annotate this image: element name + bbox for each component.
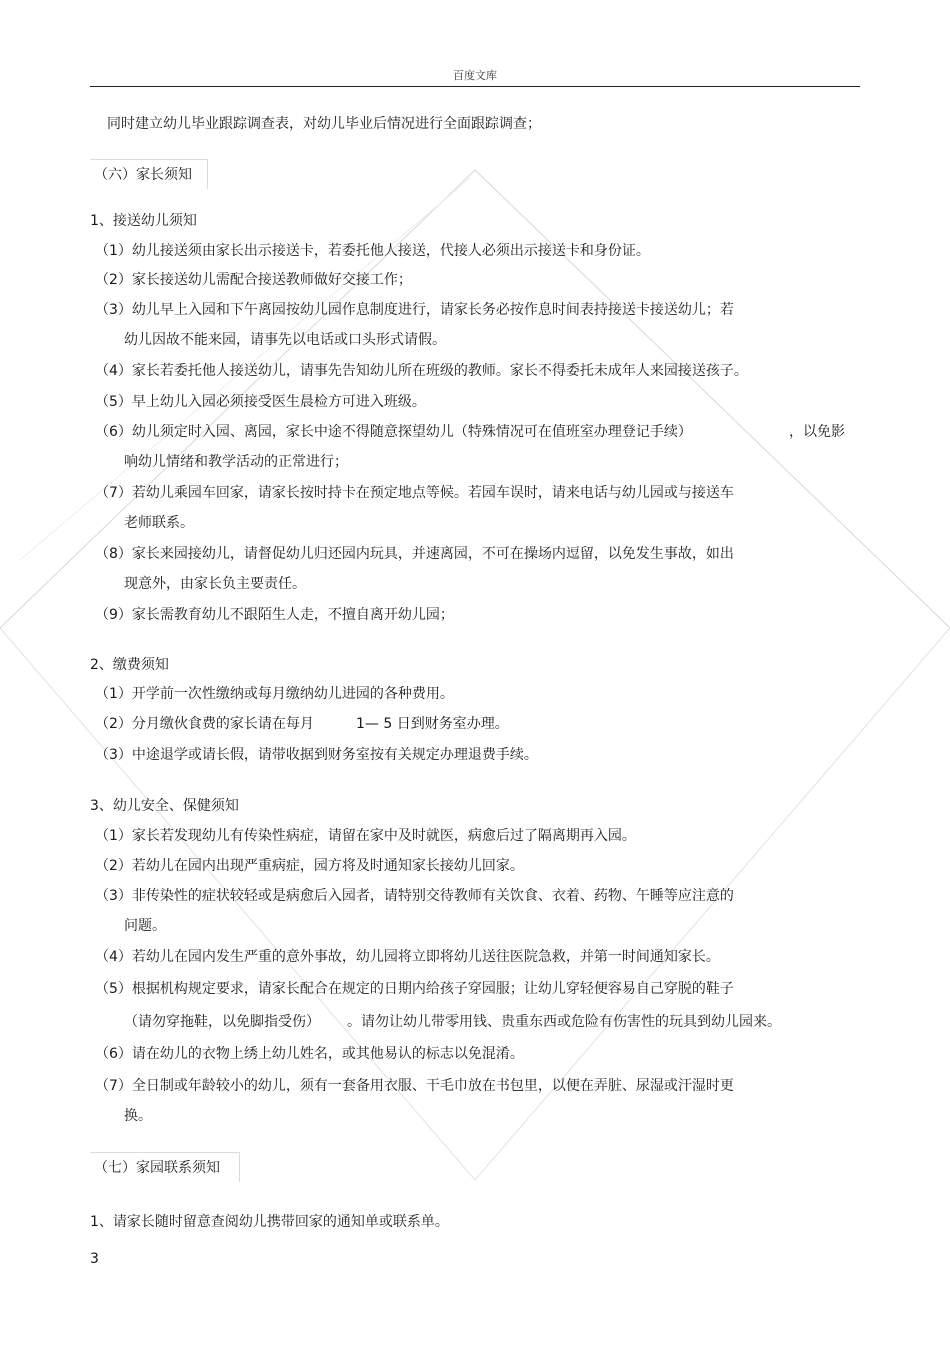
list-item: （7）全日制或年龄较小的幼儿，须有一套备用衣服、干毛巾放在书包里，以便在弄脏、尿湿或汗湿时更 <box>95 1078 734 1094</box>
section-seven-item: 1、请家长随时留意查阅幼儿携带回家的通知单或联系单。 <box>90 1214 449 1230</box>
list-item: （3）中途退学或请长假，请带收据到财务室按有关规定办理退费手续。 <box>95 747 538 763</box>
list-item-continued: 现意外，由家长负主要责任。 <box>124 576 306 592</box>
list-item: （8）家长来园接幼儿，请督促幼儿归还园内玩具，并速离园，不可在操场内逗留，以免发生事故，如出 <box>95 546 734 562</box>
section-seven-title-text: （七）家园联系须知 <box>94 1160 220 1176</box>
list-item: （6）幼儿须定时入园、离园，家长中途不得随意探望幼儿（特殊情况可在值班室办理登记手续） <box>95 424 692 440</box>
sub-heading-safety: 3、幼儿安全、保健须知 <box>90 798 239 814</box>
list-item: （9）家长需教育幼儿不跟陌生人走，不擅自离开幼儿园； <box>95 607 454 623</box>
list-item: （2）分月缴伙食费的家长请在每月 <box>95 716 314 732</box>
section-six-title <box>90 159 208 189</box>
list-item: （5）早上幼儿入园必须接受医生晨检方可进入班级。 <box>95 394 426 410</box>
list-item: （5）根据机构规定要求，请家长配合在规定的日期内给孩子穿园服；让幼儿穿轻便容易自己穿脱的鞋子 <box>95 981 734 997</box>
section-six-title-text: （六）家长须知 <box>94 167 192 183</box>
list-item-continued: 。请勿让幼儿带零用钱、贵重东西或危险有伤害性的玩具到幼儿园来。 <box>347 1014 781 1030</box>
list-item-continued: 幼儿因故不能来园，请事先以电话或口头形式请假。 <box>124 332 446 348</box>
list-item: （6）请在幼儿的衣物上绣上幼儿姓名，或其他易认的标志以免混淆。 <box>95 1046 524 1062</box>
list-item: （2）若幼儿在园内出现严重病症，园方将及时通知家长接幼儿回家。 <box>95 858 524 874</box>
sub-heading-fees: 2、缴费须知 <box>90 657 169 673</box>
list-item-continued: 问题。 <box>124 918 166 934</box>
header-title: 百度文库 <box>453 69 497 82</box>
list-item: （4）家长若委托他人接送幼儿，请事先告知幼儿所在班级的教师。家长不得委托未成年人来园接送孩子。 <box>95 363 748 379</box>
header-rule <box>90 86 860 87</box>
list-item-continued: 老师联系。 <box>124 515 194 531</box>
section-seven-title <box>90 1152 240 1182</box>
list-item: （3）非传染性的症状较轻或是病愈后入园者，请特别交待教师有关饮食、衣着、药物、午睡等应注意的 <box>95 888 734 904</box>
list-item-end: ，以免影 <box>789 424 845 440</box>
list-item: （1）开学前一次性缴纳或每月缴纳幼儿进园的各种费用。 <box>95 686 454 702</box>
list-item: （7）若幼儿乘园车回家，请家长按时持卡在预定地点等候。若园车误时，请来电话与幼儿园或与接送车 <box>95 485 734 501</box>
list-item-continued: 响幼儿情绪和教学活动的正常进行； <box>124 454 348 470</box>
page-number: 3 <box>90 1251 99 1267</box>
list-item: （2）家长接送幼儿需配合接送教师做好交接工作； <box>95 272 412 288</box>
list-item: （3）幼儿早上入园和下午离园按幼儿园作息制度进行，请家长务必按作息时间表持接送卡接送幼儿；若 <box>95 302 734 318</box>
list-item: （1）幼儿接送须由家长出示接送卡，若委托他人接送，代接人必须出示接送卡和身份证。 <box>95 243 650 259</box>
list-item: （1）家长若发现幼儿有传染性病症，请留在家中及时就医，病愈后过了隔离期再入园。 <box>95 828 636 844</box>
list-item-continued: 换。 <box>124 1108 152 1124</box>
list-item-continued: （请勿穿拖鞋，以免脚指受伤） <box>124 1014 320 1030</box>
list-item: （4）若幼儿在园内发生严重的意外事故，幼儿园将立即将幼儿送往医院急救，并第一时间通知家长。 <box>95 949 720 965</box>
sub-heading-pickup: 1、接送幼儿须知 <box>90 213 197 229</box>
list-item-part: 1— 5 日到财务室办理。 <box>356 716 509 732</box>
intro-line: 同时建立幼儿毕业跟踪调查表，对幼儿毕业后情况进行全面跟踪调查； <box>107 116 541 132</box>
